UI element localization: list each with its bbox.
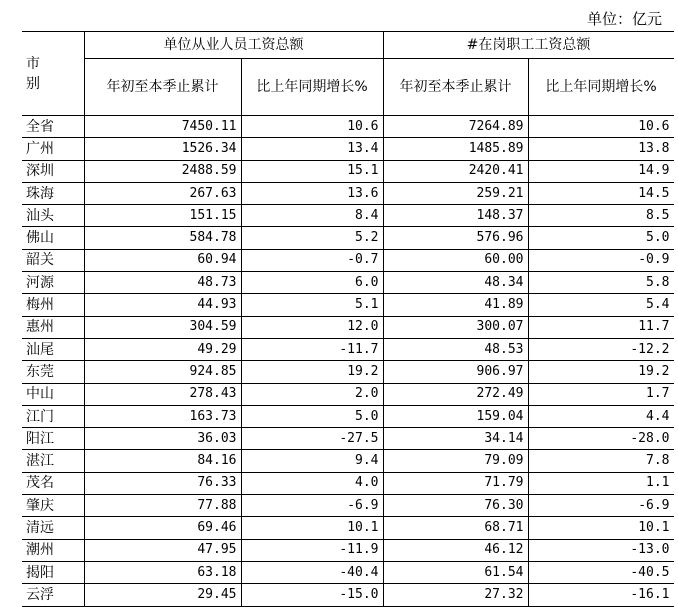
g1-growth-cell: 19.2 (241, 361, 383, 383)
table-row (22, 539, 674, 561)
table-row (22, 249, 674, 271)
g2-cumulative-cell: 576.96 (383, 227, 528, 249)
g1-growth-cell: -6.9 (241, 495, 383, 517)
g1-growth-cell: 6.0 (241, 272, 383, 294)
g2-cumulative-cell: 906.97 (383, 361, 528, 383)
table-row (22, 450, 674, 472)
g2-cumulative-cell: 46.12 (383, 539, 528, 561)
table-row (22, 428, 674, 450)
g2-cumulative-cell: 148.37 (383, 205, 528, 227)
g2-growth-cell: 7.8 (528, 450, 674, 472)
g2-cumulative-cell: 71.79 (383, 472, 528, 494)
unit-label: 单位：亿元 (586, 10, 662, 28)
g2-cumulative-cell: 76.30 (383, 495, 528, 517)
city-cell: 中山 (22, 383, 84, 405)
table-row (22, 272, 674, 294)
city-cell: 汕头 (22, 205, 84, 227)
g2-cumulative-cell: 48.34 (383, 272, 528, 294)
city-cell: 珠海 (22, 182, 84, 204)
table-row (22, 517, 674, 539)
g2-cumulative-cell: 1485.89 (383, 138, 528, 160)
g1-cumulative-cell: 1526.34 (84, 138, 241, 160)
city-cell: 惠州 (22, 316, 84, 338)
g2-cumulative-cell: 41.89 (383, 294, 528, 316)
g1-cumulative-cell: 304.59 (84, 316, 241, 338)
g1-cumulative-header: 年初至本季止累计 (84, 59, 241, 116)
g2-growth-cell: 10.6 (528, 116, 674, 138)
g1-cumulative-cell: 924.85 (84, 361, 241, 383)
table-row (22, 227, 674, 249)
city-cell: 梅州 (22, 294, 84, 316)
table-row (22, 182, 674, 204)
g1-cumulative-cell: 69.46 (84, 517, 241, 539)
city-cell: 茂名 (22, 472, 84, 494)
table-row (22, 472, 674, 494)
g2-growth-cell: 5.0 (528, 227, 674, 249)
wage-table (22, 31, 674, 607)
g2-growth-cell: -13.0 (528, 539, 674, 561)
g1-cumulative-cell: 584.78 (84, 227, 241, 249)
g1-cumulative-cell: 49.29 (84, 338, 241, 360)
g1-cumulative-cell: 267.63 (84, 182, 241, 204)
g2-growth-cell: 11.7 (528, 316, 674, 338)
g1-growth-cell: 10.6 (241, 116, 383, 138)
table-row (22, 561, 674, 583)
g2-growth-cell: -12.2 (528, 338, 674, 360)
g2-growth-cell: -28.0 (528, 428, 674, 450)
g2-cumulative-cell: 272.49 (383, 383, 528, 405)
city-cell: 湛江 (22, 450, 84, 472)
table-row (22, 316, 674, 338)
group2-header: #在岗职工工资总额 (383, 32, 674, 59)
g1-growth-cell: -0.7 (241, 249, 383, 271)
g2-cumulative-header: 年初至本季止累计 (383, 59, 528, 116)
table-row (22, 584, 674, 606)
g1-growth-cell: 15.1 (241, 160, 383, 182)
g1-cumulative-cell: 48.73 (84, 272, 241, 294)
g1-cumulative-cell: 278.43 (84, 383, 241, 405)
g1-cumulative-cell: 151.15 (84, 205, 241, 227)
g2-growth-cell: 5.8 (528, 272, 674, 294)
city-cell: 阳江 (22, 428, 84, 450)
city-cell: 汕尾 (22, 338, 84, 360)
g2-growth-cell: 1.1 (528, 472, 674, 494)
g1-growth-cell: 5.0 (241, 405, 383, 427)
g1-cumulative-cell: 84.16 (84, 450, 241, 472)
g1-cumulative-cell: 29.45 (84, 584, 241, 606)
g2-growth-cell: 1.7 (528, 383, 674, 405)
g2-cumulative-cell: 68.71 (383, 517, 528, 539)
g2-cumulative-cell: 2420.41 (383, 160, 528, 182)
g2-growth-cell: -16.1 (528, 584, 674, 606)
table-row (22, 294, 674, 316)
g1-growth-cell: 8.4 (241, 205, 383, 227)
g2-growth-cell: 5.4 (528, 294, 674, 316)
g1-growth-header: 比上年同期增长% (241, 59, 383, 116)
city-cell: 江门 (22, 405, 84, 427)
g1-growth-cell: 5.2 (241, 227, 383, 249)
g1-cumulative-cell: 60.94 (84, 249, 241, 271)
g1-cumulative-cell: 63.18 (84, 561, 241, 583)
g1-cumulative-cell: 163.73 (84, 405, 241, 427)
city-cell: 韶关 (22, 249, 84, 271)
table-row (22, 160, 674, 182)
table-body (22, 116, 674, 607)
g2-growth-cell: 4.4 (528, 405, 674, 427)
city-cell: 东莞 (22, 361, 84, 383)
g1-growth-cell: -11.7 (241, 338, 383, 360)
g1-growth-cell: -27.5 (241, 428, 383, 450)
g2-cumulative-cell: 61.54 (383, 561, 528, 583)
g2-cumulative-cell: 7264.89 (383, 116, 528, 138)
g1-growth-cell: 13.6 (241, 182, 383, 204)
g1-cumulative-cell: 7450.11 (84, 116, 241, 138)
city-cell: 潮州 (22, 539, 84, 561)
g1-cumulative-cell: 77.88 (84, 495, 241, 517)
g2-cumulative-cell: 159.04 (383, 405, 528, 427)
header-row-1 (22, 32, 674, 59)
g1-cumulative-cell: 44.93 (84, 294, 241, 316)
city-cell: 云浮 (22, 584, 84, 606)
group1-header: 单位从业人员工资总额 (84, 32, 383, 59)
table-row (22, 116, 674, 138)
city-header: 市 别 (22, 32, 84, 116)
g1-growth-cell: 13.4 (241, 138, 383, 160)
g2-cumulative-cell: 259.21 (383, 182, 528, 204)
g1-growth-cell: -15.0 (241, 584, 383, 606)
g2-cumulative-cell: 300.07 (383, 316, 528, 338)
city-cell: 佛山 (22, 227, 84, 249)
city-cell: 清远 (22, 517, 84, 539)
city-cell: 揭阳 (22, 561, 84, 583)
g1-cumulative-cell: 36.03 (84, 428, 241, 450)
g1-cumulative-cell: 2488.59 (84, 160, 241, 182)
g2-growth-cell: 13.8 (528, 138, 674, 160)
g1-growth-cell: 10.1 (241, 517, 383, 539)
table-row (22, 383, 674, 405)
g2-cumulative-cell: 79.09 (383, 450, 528, 472)
g2-cumulative-cell: 48.53 (383, 338, 528, 360)
g2-growth-cell: -0.9 (528, 249, 674, 271)
table-row (22, 361, 674, 383)
g2-growth-cell: 14.9 (528, 160, 674, 182)
header-row-2 (22, 59, 674, 116)
g2-growth-cell: 8.5 (528, 205, 674, 227)
city-cell: 河源 (22, 272, 84, 294)
g2-cumulative-cell: 27.32 (383, 584, 528, 606)
table-row (22, 205, 674, 227)
city-cell: 深圳 (22, 160, 84, 182)
city-cell: 全省 (22, 116, 84, 138)
table-row (22, 495, 674, 517)
g1-cumulative-cell: 47.95 (84, 539, 241, 561)
g1-growth-cell: -11.9 (241, 539, 383, 561)
g2-growth-cell: -6.9 (528, 495, 674, 517)
g1-growth-cell: 12.0 (241, 316, 383, 338)
g2-growth-cell: 10.1 (528, 517, 674, 539)
g2-growth-header: 比上年同期增长% (528, 59, 674, 116)
g2-growth-cell: 14.5 (528, 182, 674, 204)
city-cell: 广州 (22, 138, 84, 160)
table-row (22, 338, 674, 360)
g2-growth-cell: -40.5 (528, 561, 674, 583)
table-row (22, 138, 674, 160)
g1-growth-cell: 2.0 (241, 383, 383, 405)
g1-growth-cell: 5.1 (241, 294, 383, 316)
g2-cumulative-cell: 34.14 (383, 428, 528, 450)
g1-cumulative-cell: 76.33 (84, 472, 241, 494)
g1-growth-cell: -40.4 (241, 561, 383, 583)
city-cell: 肇庆 (22, 495, 84, 517)
g2-growth-cell: 19.2 (528, 361, 674, 383)
table-row (22, 405, 674, 427)
g2-cumulative-cell: 60.00 (383, 249, 528, 271)
g1-growth-cell: 4.0 (241, 472, 383, 494)
g1-growth-cell: 9.4 (241, 450, 383, 472)
